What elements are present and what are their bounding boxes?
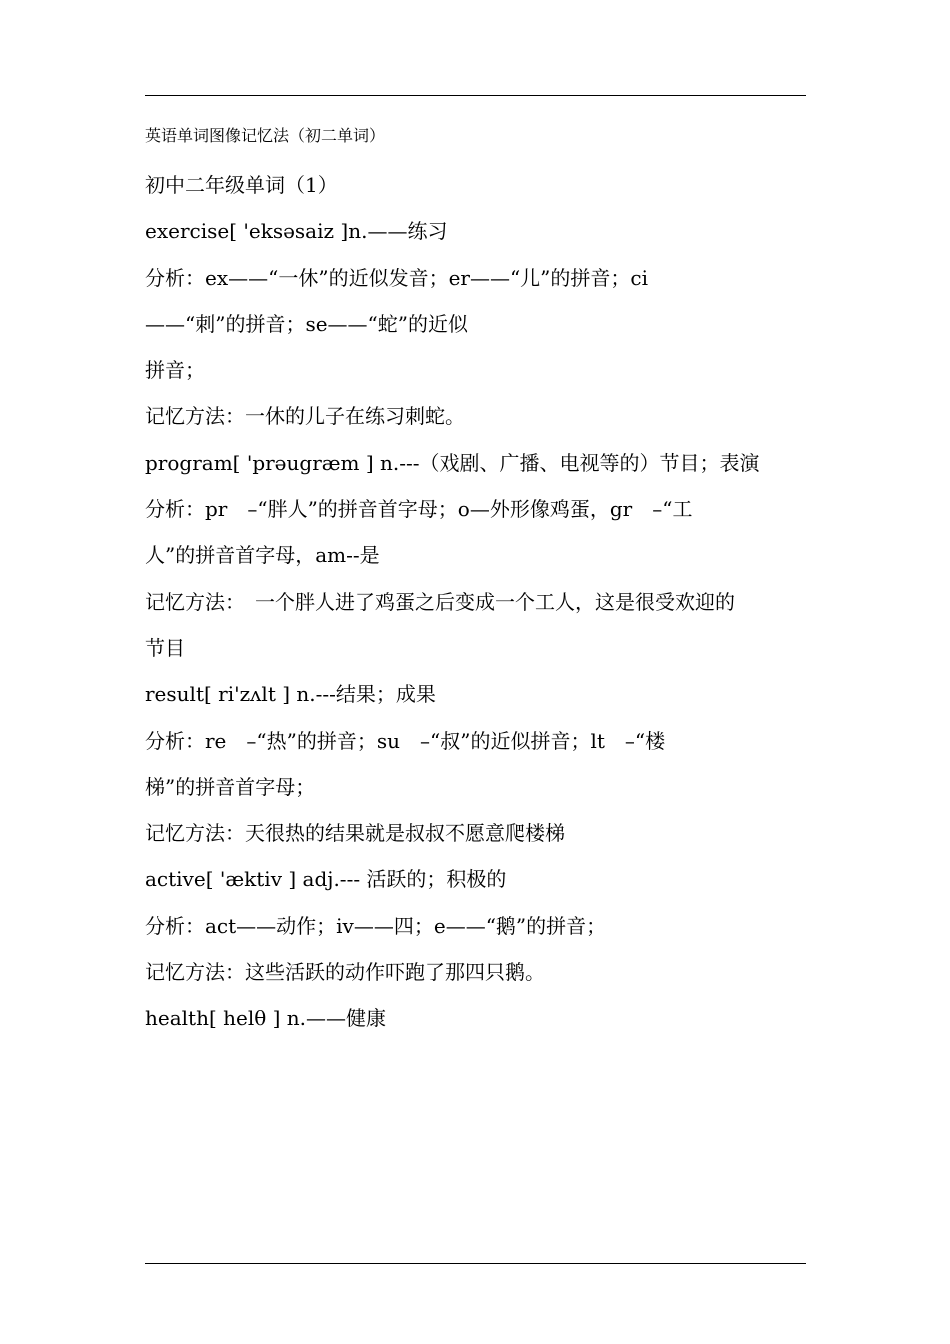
word-entry-active: active[ 'æktiv ] adj.--- 活跃的；积极的 [145,867,507,892]
section-title: 初中二年级单词（1） [145,173,338,197]
header-rule [145,95,806,96]
analysis-line: 梯”的拼音首字母； [145,774,316,799]
word-entry-exercise: exercise[ 'eksəsaiz ]n.——练习 [145,219,448,244]
analysis-line: 人”的拼音首字母，am--是 [145,543,380,568]
analysis-line: ——“刺”的拼音；se——“蛇”的近似 [145,311,468,336]
memory-method-line: 节目 [145,635,185,660]
memory-method-line: 记忆方法：一休的儿子在练习刺蛇。 [145,404,465,429]
document-header-title: 英语单词图像记忆法（初二单词） [145,126,386,145]
document-body [145,120,815,1042]
memory-method-line: 记忆方法：这些活跃的动作吓跑了那四只鹅。 [145,960,545,985]
analysis-line: 分析：ex——“一休”的近似发音；er——“儿”的拼音；ci [145,265,649,290]
analysis-line: 拼音； [145,358,205,383]
memory-method-line: 记忆方法：天很热的结果就是叔叔不愿意爬楼梯 [145,821,565,846]
footer-rule [145,1263,806,1264]
memory-method-line: 记忆方法： 一个胖人进了鸡蛋之后变成一个工人，这是很受欢迎的 [145,589,735,614]
word-entry-result: result[ ri'zʌlt ] n.---结果；成果 [145,682,436,707]
analysis-line: 分析：act——动作；iv——四；e——“鹅”的拼音； [145,913,607,938]
analysis-line: 分析：pr –“胖人”的拼音首字母；o—外形像鸡蛋，gr –“工 [145,497,693,522]
word-entry-health: health[ helθ ] n.——健康 [145,1006,387,1031]
analysis-line: 分析：re –“热”的拼音；su –“叔”的近似拼音；lt –“楼 [145,728,666,753]
word-entry-program: program[ 'prəugræm ] n.---（戏剧、广播、电视等的）节目；表演 [145,450,760,475]
